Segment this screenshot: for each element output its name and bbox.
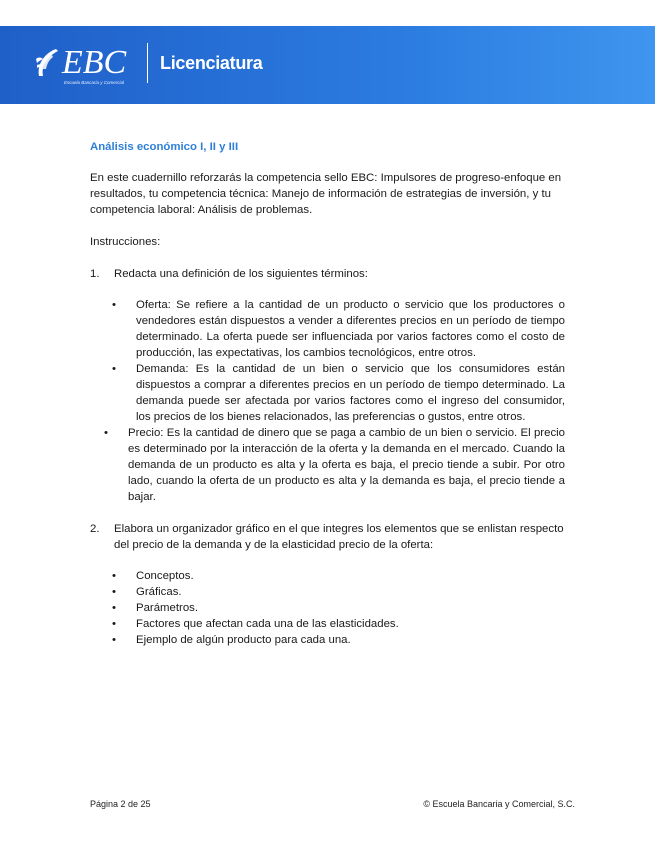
elements-list <box>112 568 565 648</box>
bullet-dot: • <box>112 602 116 614</box>
list-item <box>112 568 565 584</box>
list-item-text: Factores que afectan cada una de las elasticidades. <box>136 618 399 630</box>
page-number: Página 2 de 25 <box>90 799 151 809</box>
list-item-text: Gráficas. <box>136 586 182 598</box>
list-item <box>112 584 565 600</box>
logo-subtitle: Escuela Bancaria y Comercial <box>64 80 125 85</box>
bullet-dot: • <box>112 363 116 375</box>
ebc-logo <box>34 45 134 89</box>
instructions-label: Instrucciones: <box>90 236 161 248</box>
bullet-dot: • <box>112 586 116 598</box>
header-title: Licenciatura <box>160 53 263 73</box>
definition-item <box>112 297 565 361</box>
definition-item <box>104 425 565 505</box>
instruction-item-2 <box>90 521 565 553</box>
eagle-icon <box>34 47 64 79</box>
bullet-dot: • <box>112 634 116 646</box>
list-item-text: Parámetros. <box>136 602 199 614</box>
definition-item <box>112 361 565 425</box>
list-item <box>112 632 565 648</box>
item-text: Redacta una definición de los siguientes términos: <box>114 268 368 280</box>
item-number: 1. <box>90 268 100 280</box>
bullet-dot: • <box>112 299 116 311</box>
item-text: Elabora un organizador gráfico en el que integres los elementos que se enlistan respecto del precio de la demanda y de la elasticidad precio de la oferta: <box>114 523 564 551</box>
list-item-text: Conceptos. <box>136 570 194 582</box>
header-divider <box>147 43 148 83</box>
copyright-text: © Escuela Bancaria y Comercial, S.C. <box>423 799 575 809</box>
definition-text: Demanda: Es la cantidad de un bien o servicio que los consumidores están dispuestos a comprar a diferentes precios en un período de tiempo determinado. La demanda puede ser afectada por varios factores como el ingreso del consumidor, los precios de los bienes relacionados, las preferencias o gustos, entre otros. <box>136 363 565 423</box>
bullet-dot: • <box>104 427 108 439</box>
definition-text: Oferta: Se refiere a la cantidad de un producto o servicio que los productores o vendedores están dispuestos a vender a diferentes precios en un período de tiempo determinado. La oferta puede ser influenciada por varios factores como el costo de producción, las expectativas, los cambios tecnológicos, entre otros. <box>136 299 565 359</box>
list-item-text: Ejemplo de algún producto para cada una. <box>136 634 351 646</box>
list-item <box>112 600 565 616</box>
subject-title: Análisis económico I, II y III <box>90 141 239 153</box>
item-number: 2. <box>90 523 100 535</box>
definition-text: Precio: Es la cantidad de dinero que se paga a cambio de un bien o servicio. El precio es determinado por la interacción de la oferta y la demanda en el mercado. Cuando la demanda de un producto es alta y la oferta es baja, el precio tiende a subir. Por otro lado, cuando la oferta de un producto es alta y la demanda es baja, el precio tiende a bajar. <box>128 427 565 503</box>
bullet-dot: • <box>112 570 116 582</box>
document-body <box>90 139 565 664</box>
intro-paragraph: En este cuadernillo reforzarás la competencia sello EBC: Impulsores de progreso-enfoque en resultados, tu competencia técnica: Manejo de información de estrategias de inversión, y tu competencia laboral: Análisis de problemas. <box>90 172 562 216</box>
instruction-item-1 <box>90 266 565 282</box>
header-banner <box>0 26 655 104</box>
logo-text: EBC <box>62 44 127 81</box>
definitions-list <box>104 297 565 505</box>
bullet-dot: • <box>112 618 116 630</box>
list-item <box>112 616 565 632</box>
